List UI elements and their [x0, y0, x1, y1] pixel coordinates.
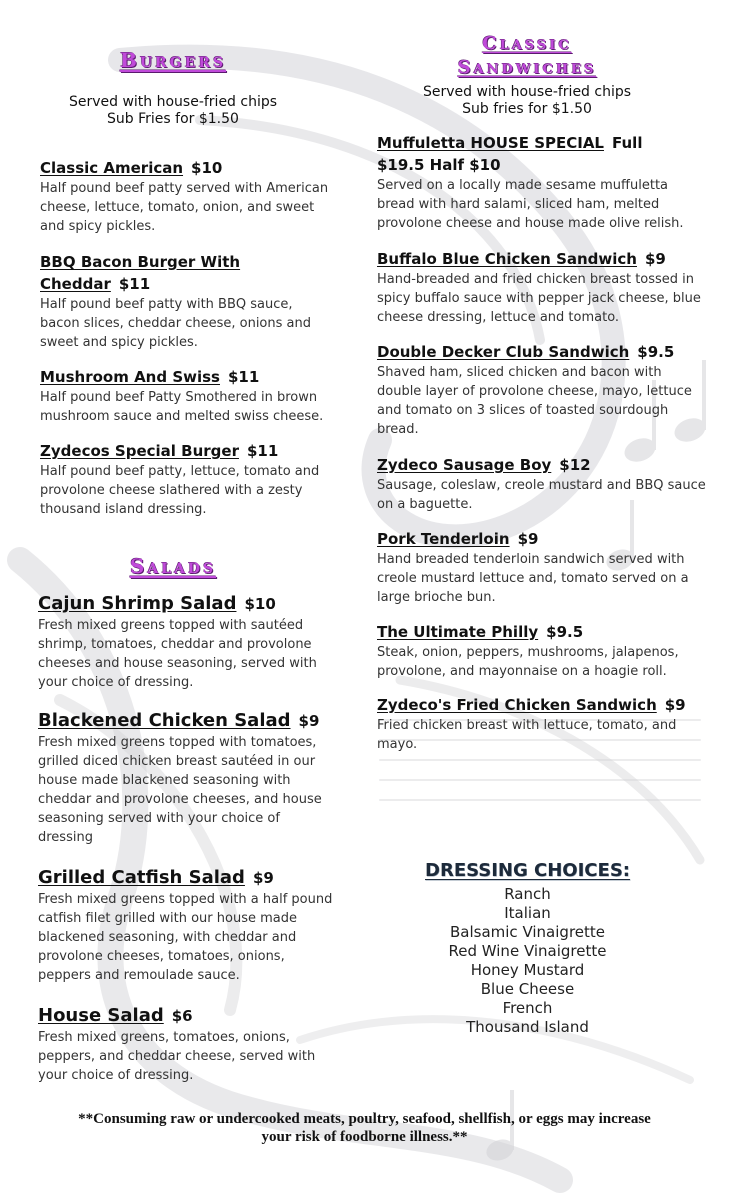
- dressing-option: Red Wine Vinaigrette: [448, 942, 607, 960]
- burgers-title: Burgers: [119, 48, 227, 72]
- menu-item: [377, 454, 707, 514]
- item-price: $10: [191, 159, 223, 177]
- item-name: Buffalo Blue Chicken Sandwich: [377, 250, 637, 268]
- item-price: $10: [244, 595, 276, 613]
- item-description: Fresh mixed greens topped with sautéed shrimp, tomatoes, cheddar and provolone cheeses and house seasoning, served with your choice of dressing.: [38, 618, 317, 690]
- item-description: Half pound beef patty, lettuce, tomato and provolone cheese slathered with a zesty thousand island dressing.: [40, 464, 320, 517]
- item-price: $9: [664, 696, 686, 714]
- sandwiches-subtitle-line1: Served with house-fried chips: [422, 84, 632, 100]
- item-name: Muffuletta HOUSE SPECIAL: [377, 134, 604, 152]
- menu-item: [40, 366, 330, 426]
- item-description: Sausage, coleslaw, creole mustard and BBQ sauce on a baguette.: [377, 478, 706, 512]
- item-name: Zydeco Sausage Boy: [377, 456, 552, 474]
- burgers-subtitle-line2: Sub Fries for $1.50: [107, 111, 239, 127]
- menu-item: [377, 341, 707, 439]
- item-description: Shaved ham, sliced chicken and bacon with double layer of provolone cheese, mayo, lettuce and tomato on 3 slices of toasted sourdough bread.: [377, 365, 692, 437]
- item-name: Grilled Catfish Salad: [38, 867, 245, 888]
- disclaimer-line1: **Consuming raw or undercooked meats, poultry, seafood, shellfish, or eggs may increase: [78, 1111, 651, 1127]
- dressing-option: French: [502, 999, 553, 1017]
- item-price: $6: [171, 1007, 193, 1025]
- menu-item: [38, 592, 333, 692]
- item-price: Full $19.5 Half $10: [377, 134, 643, 174]
- item-description: Fresh mixed greens, tomatoes, onions, peppers, and cheddar cheese, served with your choice of dressing.: [38, 1030, 316, 1083]
- item-name: Zydecos Special Burger: [40, 442, 239, 460]
- sandwiches-section: [387, 32, 667, 118]
- dressing-title: DRESSING CHOICES:: [425, 860, 630, 881]
- item-price: $9.5: [637, 343, 675, 361]
- dressing-option: Italian: [504, 904, 551, 922]
- item-name: Cajun Shrimp Salad: [38, 593, 237, 614]
- menu-item: [40, 440, 330, 519]
- menu-item: [38, 866, 333, 985]
- item-price: $11: [246, 442, 279, 460]
- item-name: Classic American: [40, 159, 184, 177]
- menu-item: [40, 251, 280, 295]
- food-safety-disclaimer: [0, 1110, 729, 1146]
- sandwiches-title-line1: Classic: [482, 33, 572, 54]
- menu-item: [38, 1004, 323, 1085]
- menu-item: [377, 528, 707, 607]
- menu-item: [38, 709, 333, 847]
- item-name: The Ultimate Philly: [377, 623, 539, 641]
- item-price: $9: [517, 530, 539, 548]
- item-name: House Salad: [38, 1005, 164, 1026]
- menu-item: [40, 157, 335, 236]
- menu-item: [377, 621, 707, 681]
- menu-item: [377, 248, 707, 327]
- item-description: Fried chicken breast with lettuce, tomato, and mayo.: [377, 718, 677, 752]
- sandwiches-title-line2: Sandwiches: [457, 57, 597, 78]
- salads-title: Salads: [129, 554, 217, 578]
- item-price: $11: [227, 368, 260, 386]
- item-name: BBQ Bacon Burger With Cheddar: [40, 253, 241, 293]
- item-description: Fresh mixed greens topped with a half pound catfish filet grilled with our house made blackened seasoning, with cheddar and provolone cheeses, tomatoes, onions, peppers and remoulade sauce.: [38, 892, 333, 983]
- dressing-option: Thousand Island: [466, 1018, 589, 1036]
- item-name: Zydeco's Fried Chicken Sandwich: [377, 696, 657, 714]
- burgers-section: [38, 48, 308, 128]
- item-price: $11: [118, 275, 151, 293]
- item-name: Pork Tenderloin: [377, 530, 510, 548]
- item-price: $9: [252, 869, 274, 887]
- item-description: Fresh mixed greens topped with tomatoes, grilled diced chicken breast sautéed in our house made blackened seasoning with cheddar and provolone cheeses, and house seasoning served with your choice of dressing: [38, 735, 322, 845]
- sandwiches-subtitle-line2: Sub fries for $1.50: [462, 101, 592, 117]
- dressing-choices: [410, 860, 645, 1037]
- item-description: Steak, onion, peppers, mushrooms, jalapenos, provolone, and mayonnaise on a hoagie roll.: [377, 645, 679, 679]
- item-description: Half pound beef patty with BBQ sauce, bacon slices, cheddar cheese, onions and sweet and spicy pickles.: [40, 297, 311, 350]
- item-description: Half pound beef patty served with American cheese, lettuce, tomato, onion, and sweet and spicy pickles.: [40, 181, 329, 234]
- dressing-option: Honey Mustard: [470, 961, 585, 979]
- item-price: $9: [644, 250, 666, 268]
- menu-item: [377, 132, 667, 176]
- item-name: Double Decker Club Sandwich: [377, 343, 630, 361]
- item-description: Half pound beef Patty Smothered in brown mushroom sauce and melted swiss cheese.: [40, 390, 324, 424]
- burgers-subtitle-line1: Served with house-fried chips: [68, 94, 278, 110]
- item-description: Hand-breaded and fried chicken breast tossed in spicy buffalo sauce with pepper jack cheese, blue cheese dressing, lettuce and tomato.: [377, 272, 701, 325]
- disclaimer-line2: your risk of foodborne illness.**: [261, 1129, 468, 1145]
- dressing-option: Balsamic Vinaigrette: [450, 923, 605, 941]
- dressing-option: Ranch: [504, 885, 551, 903]
- menu-item: [377, 694, 707, 754]
- item-name: Mushroom And Swiss: [40, 368, 220, 386]
- dressing-option: Blue Cheese: [480, 980, 575, 998]
- item-name: Blackened Chicken Salad: [38, 710, 291, 731]
- item-price: $9.5: [546, 623, 584, 641]
- item-description: Served on a locally made sesame muffuletta bread with hard salami, sliced ham, melted provolone cheese and house made olive relish.: [377, 178, 684, 231]
- item-price: $9: [298, 712, 320, 730]
- item-description: Hand breaded tenderloin sandwich served with creole mustard lettuce and, tomato served on a large brioche bun.: [377, 552, 689, 605]
- item-price: $12: [559, 456, 591, 474]
